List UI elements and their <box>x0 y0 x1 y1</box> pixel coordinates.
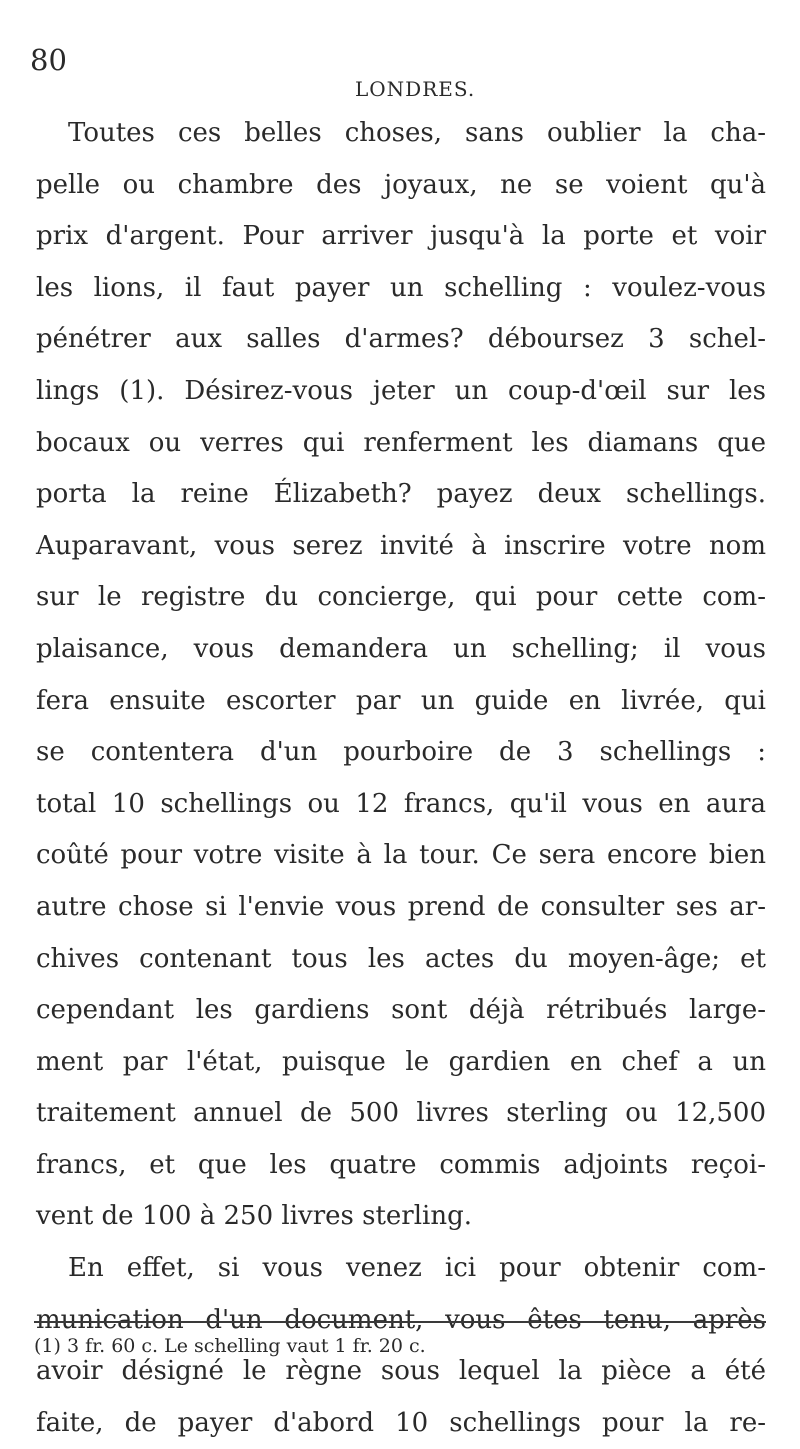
text-line: total 10 schellings ou 12 francs, qu'il vous en aura <box>36 788 766 819</box>
footnote: (1) 3 fr. 60 c. Le schelling vaut 1 fr. 20 c. <box>34 1335 426 1357</box>
text-line: En effet, si vous venez ici pour obtenir com- <box>68 1253 766 1284</box>
text-line: traitement annuel de 500 livres sterling ou 12,500 <box>36 1098 766 1129</box>
body-text <box>36 108 766 1449</box>
text-line: fera ensuite escorter par un guide en livrée, qui <box>36 685 766 716</box>
text-line: porta la reine Élizabeth? payez deux schellings. <box>36 479 766 510</box>
text-line: cependant les gardiens sont déjà rétribués large- <box>36 995 766 1026</box>
text-line: pénétrer aux salles d'armes? déboursez 3 schel- <box>36 324 766 355</box>
text-line: sur le registre du concierge, qui pour cette com- <box>36 582 766 613</box>
text-line: avoir désigné le règne sous lequel la pièce a été <box>36 1356 766 1387</box>
text-line: les lions, il faut payer un schelling : voulez-vous <box>36 272 766 303</box>
footnote-rule <box>34 1321 766 1323</box>
text-line: vent de 100 à 250 livres sterling. <box>36 1201 473 1232</box>
text-line: autre chose si l'envie vous prend de consulter ses ar- <box>36 891 766 922</box>
text-line: ment par l'état, puisque le gardien en chef a un <box>36 1046 766 1077</box>
text-line: plaisance, vous demandera un schelling; il vous <box>36 633 766 664</box>
running-head: LONDRES. <box>355 77 476 101</box>
text-line: pelle ou chambre des joyaux, ne se voient qu'à <box>36 169 766 200</box>
text-line: Auparavant, vous serez invité à inscrire votre nom <box>36 530 766 561</box>
text-line: chives contenant tous les actes du moyen-âge; et <box>36 943 766 974</box>
text-line: munication d'un document, vous êtes tenu, après <box>36 1304 766 1335</box>
text-line: faite, de payer d'abord 10 schellings pour la re- <box>36 1407 766 1438</box>
text-line: coûté pour votre visite à la tour. Ce sera encore bien <box>36 840 766 871</box>
text-line: prix d'argent. Pour arriver jusqu'à la porte et voir <box>36 221 766 252</box>
text-line: se contentera d'un pourboire de 3 schellings : <box>36 737 766 768</box>
text-line: francs, et que les quatre commis adjoints reçoi- <box>36 1149 766 1180</box>
text-line: Toutes ces belles choses, sans oublier la cha- <box>68 118 766 148</box>
page-number: 80 <box>30 43 67 77</box>
text-line: lings (1). Désirez-vous jeter un coup-d'œil sur les <box>36 375 766 406</box>
text-line: bocaux ou verres qui renferment les diamans que <box>36 427 766 458</box>
